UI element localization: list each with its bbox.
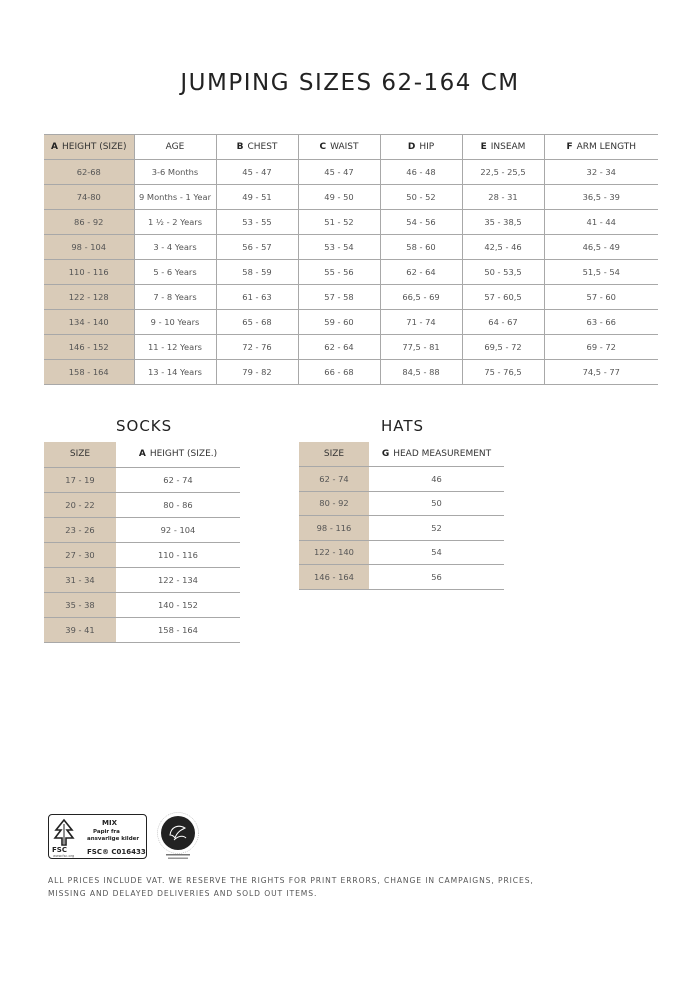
value-cell: 77,5 - 81 [380,335,462,360]
value-cell: 58 - 59 [216,260,298,285]
value-cell: 58 - 60 [380,235,462,260]
fsc-line1: Papir fra [93,829,120,835]
header-height-size: A HEIGHT (SIZE.) [116,442,240,467]
table-row [44,542,240,567]
size-cell: 62-68 [44,160,134,185]
socks-title: SOCKS [116,417,173,435]
value-cell: 46 [369,467,504,492]
header-chest: B CHEST [216,135,298,160]
value-cell: 72 - 76 [216,335,298,360]
value-cell: 5 - 6 Years [134,260,216,285]
header-age: AGE [134,135,216,160]
table-row [44,467,240,492]
value-cell: 42,5 - 46 [462,235,544,260]
table-row [44,285,658,310]
table-row [299,516,504,541]
table-header-row [299,442,504,467]
value-cell: 110 - 116 [116,542,240,567]
value-cell: 46,5 - 49 [544,235,658,260]
size-cell: 98 - 116 [299,516,369,541]
value-cell: 1 ½ - 2 Years [134,210,216,235]
value-cell: 9 Months - 1 Year [134,185,216,210]
value-cell: 51 - 52 [298,210,380,235]
value-cell: 13 - 14 Years [134,360,216,385]
footer-line-2: MISSING AND DELAYED DELIVERIES AND SOLD OUT ITEMS. [48,889,318,898]
size-cell: 31 - 34 [44,567,116,592]
value-cell: 71 - 74 [380,310,462,335]
size-cell: 146 - 164 [299,565,369,590]
value-cell: 79 - 82 [216,360,298,385]
header-waist: C WAIST [298,135,380,160]
fsc-line2: ansvarlige kilder [87,836,140,842]
fsc-logo [48,814,147,859]
table-row [299,565,504,590]
value-cell: 36,5 - 39 [544,185,658,210]
header-inseam: E INSEAM [462,135,544,160]
header-head-measurement: G HEAD MEASUREMENT [369,442,504,467]
hats-size-table [299,442,504,590]
size-cell: 23 - 26 [44,517,116,542]
value-cell: 57 - 60,5 [462,285,544,310]
value-cell: 50 - 52 [380,185,462,210]
table-row [44,160,658,185]
value-cell: 50 - 53,5 [462,260,544,285]
table-row [44,617,240,642]
size-cell: 62 - 74 [299,467,369,492]
table-row [44,517,240,542]
jumping-size-table [44,134,658,385]
value-cell: 74,5 - 77 [544,360,658,385]
value-cell: 28 - 31 [462,185,544,210]
size-cell: 39 - 41 [44,617,116,642]
size-cell: 27 - 30 [44,542,116,567]
value-cell: 41 - 44 [544,210,658,235]
size-cell: 158 - 164 [44,360,134,385]
value-cell: 122 - 134 [116,567,240,592]
value-cell: 55 - 56 [298,260,380,285]
value-cell: 80 - 86 [116,492,240,517]
table-row [299,491,504,516]
value-cell: 57 - 58 [298,285,380,310]
fsc-mix: MIX [102,819,117,827]
hats-title: HATS [381,417,425,435]
value-cell: 53 - 55 [216,210,298,235]
table-header-row [44,442,240,467]
table-row [44,592,240,617]
value-cell: 75 - 76,5 [462,360,544,385]
table-row [44,185,658,210]
value-cell: 57 - 60 [544,285,658,310]
value-cell: 66 - 68 [298,360,380,385]
size-cell: 134 - 140 [44,310,134,335]
value-cell: 158 - 164 [116,617,240,642]
table-row [44,360,658,385]
value-cell: 49 - 50 [298,185,380,210]
footer-disclaimer [48,874,608,900]
value-cell: 63 - 66 [544,310,658,335]
value-cell: 35 - 38,5 [462,210,544,235]
table-row [44,492,240,517]
size-cell: 74-80 [44,185,134,210]
size-cell: 146 - 152 [44,335,134,360]
value-cell: 69 - 72 [544,335,658,360]
table-row [44,335,658,360]
value-cell: 64 - 67 [462,310,544,335]
table-row [44,567,240,592]
table-row [44,235,658,260]
value-cell: 45 - 47 [298,160,380,185]
value-cell: 32 - 34 [544,160,658,185]
size-cell: 122 - 140 [299,540,369,565]
table-row [299,540,504,565]
table-row [44,260,658,285]
size-cell: 98 - 104 [44,235,134,260]
size-cell: 17 - 19 [44,467,116,492]
value-cell: 84,5 - 88 [380,360,462,385]
size-cell: 35 - 38 [44,592,116,617]
value-cell: 66,5 - 69 [380,285,462,310]
size-cell: 20 - 22 [44,492,116,517]
fsc-brand: FSC [52,846,67,854]
header-size: SIZE [299,442,369,467]
value-cell: 140 - 152 [116,592,240,617]
header-height: A HEIGHT (SIZE) [44,135,134,160]
table-row [44,210,658,235]
value-cell: 45 - 47 [216,160,298,185]
header-hip: D HIP [380,135,462,160]
value-cell: 54 [369,540,504,565]
size-cell: 110 - 116 [44,260,134,285]
socks-size-table [44,442,240,643]
value-cell: 50 [369,491,504,516]
value-cell: 65 - 68 [216,310,298,335]
fsc-code: FSC® C016433 [87,848,146,856]
value-cell: 56 [369,565,504,590]
value-cell: 56 - 57 [216,235,298,260]
value-cell: 62 - 74 [116,467,240,492]
value-cell: 51,5 - 54 [544,260,658,285]
table-header-row [44,135,658,160]
value-cell: 61 - 63 [216,285,298,310]
value-cell: 7 - 8 Years [134,285,216,310]
table-row [299,467,504,492]
value-cell: 69,5 - 72 [462,335,544,360]
value-cell: 52 [369,516,504,541]
header-size: SIZE [44,442,116,467]
value-cell: 59 - 60 [298,310,380,335]
value-cell: 3 - 4 Years [134,235,216,260]
value-cell: 49 - 51 [216,185,298,210]
footer-line-1: ALL PRICES INCLUDE VAT. WE RESERVE THE RIGHTS FOR PRINT ERRORS, CHANGE IN CAMPAIGNS, PRICES, [48,876,534,885]
size-cell: 122 - 128 [44,285,134,310]
value-cell: 3-6 Months [134,160,216,185]
value-cell: 62 - 64 [298,335,380,360]
value-cell: 46 - 48 [380,160,462,185]
table-row [44,310,658,335]
fsc-url: www.fsc.org [53,854,75,858]
value-cell: 9 - 10 Years [134,310,216,335]
value-cell: 11 - 12 Years [134,335,216,360]
header-arm-length: F ARM LENGTH [544,135,658,160]
value-cell: 62 - 64 [380,260,462,285]
size-cell: 80 - 92 [299,491,369,516]
size-cell: 86 - 92 [44,210,134,235]
value-cell: 92 - 104 [116,517,240,542]
climate-neutral-print-seal-icon [156,811,200,861]
value-cell: 53 - 54 [298,235,380,260]
page-title: JUMPING SIZES 62-164 CM [180,70,520,96]
value-cell: 22,5 - 25,5 [462,160,544,185]
value-cell: 54 - 56 [380,210,462,235]
